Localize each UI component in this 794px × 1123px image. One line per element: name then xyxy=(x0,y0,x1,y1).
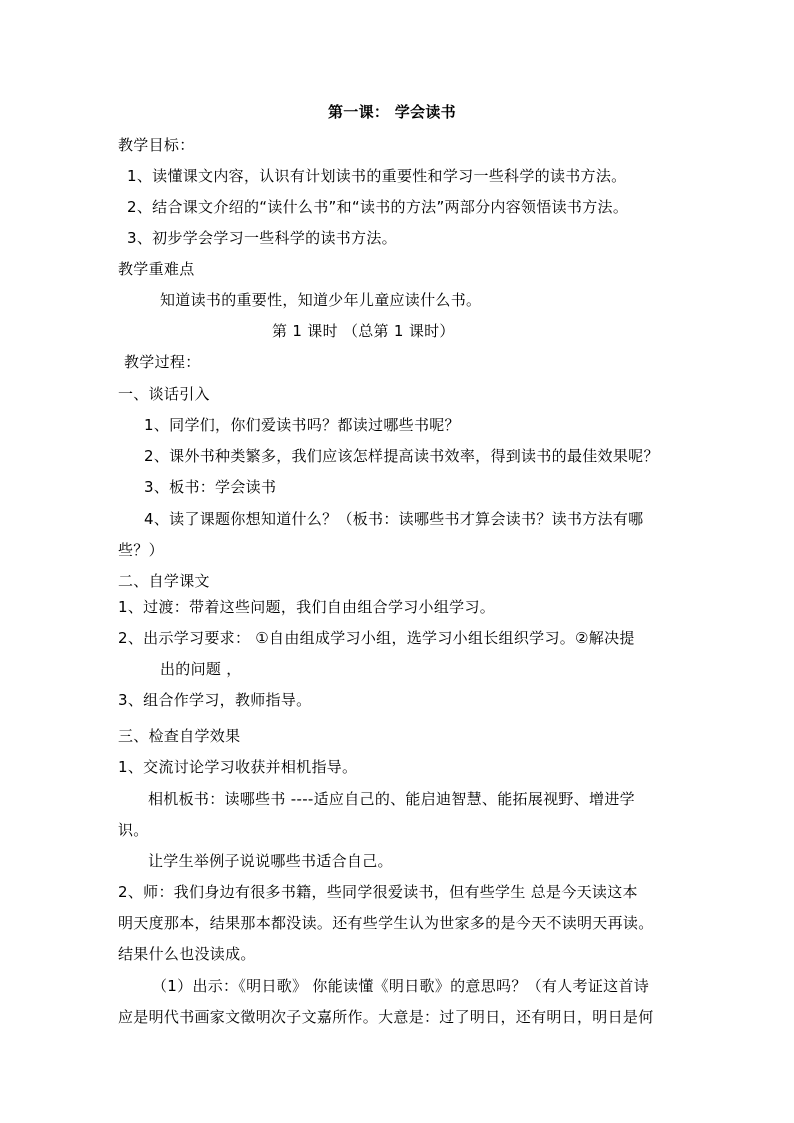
paragraph-line: 出的问题 ， xyxy=(160,660,242,678)
paragraph-line: 些？） xyxy=(118,541,164,559)
paragraph-line: 1、过渡：带着这些问题，我们自由组合学习小组学习。 xyxy=(118,598,496,616)
section-heading: 三、检查自学效果 xyxy=(118,727,241,745)
paragraph-line: 1、交流讨论学习收获并相机指导。 xyxy=(118,758,358,776)
paragraph-line: 3、组合作学习，教师指导。 xyxy=(118,691,312,709)
difficulty-text: 知道读书的重要性，知道少年儿童应读什么书。 xyxy=(160,291,482,309)
paragraph-line: 1、同学们，你们爱读书吗？都读过哪些书呢？ xyxy=(144,416,460,434)
section-heading: 二、自学课文 xyxy=(118,572,210,590)
paragraph-line: 应是明代书画家文徵明次子文嘉所作。大意是：过了明日，还有明日，明日是何 xyxy=(118,1008,654,1026)
difficulty-heading: 教学重难点 xyxy=(118,260,195,278)
paragraph-line: 2、师：我们身边有很多书籍，些同学很爱读书，但有些学生 总是今天读这本 xyxy=(118,883,638,901)
paragraph-line: 明天度那本，结果那本都没读。还有些学生认为世家多的是今天不读明天再读。 xyxy=(118,914,654,932)
paragraph-line: 让学生举例子说说哪些书适合自己。 xyxy=(148,852,393,870)
goal-item: 3、初步学会学习一些科学的读书方法。 xyxy=(127,229,397,247)
paragraph-line: 4、读了课题你想知道什么？（板书：读哪些书才算会读书？读书方法有哪 xyxy=(144,510,644,528)
page-title: 第一课： 学会读书 xyxy=(328,103,456,121)
paragraph-line: 相机板书：读哪些书 ----适应自己的、能启迪智慧、能拓展视野、增进学 xyxy=(148,790,635,808)
paragraph-line: 3、板书：学会读书 xyxy=(144,478,277,496)
goals-heading: 教学目标： xyxy=(118,136,195,154)
paragraph-line: 结果什么也没读成。 xyxy=(118,945,256,963)
section-heading: 一、谈话引入 xyxy=(118,385,210,403)
paragraph-line: （1）出示：《明日歌》 你能读懂《明日歌》的意思吗？（有人考证这首诗 xyxy=(152,977,650,995)
paragraph-line: 2、课外书种类繁多，我们应该怎样提高读书效率，得到读书的最佳效果呢？ xyxy=(144,447,659,465)
lesson-number: 第 1 课时 （总第 1 课时） xyxy=(272,322,455,340)
paragraph-line: 识。 xyxy=(118,821,149,839)
paragraph-line: 2、出示学习要求： ①自由组成学习小组，选学习小组长组织学习。②解决提 xyxy=(118,629,635,647)
process-heading: 教学过程： xyxy=(124,353,201,371)
goal-item: 1、读懂课文内容，认识有计划读书的重要性和学习一些科学的读书方法。 xyxy=(127,167,627,185)
goal-item: 2、结合课文介绍的“读什么书”和“读书的方法”两部分内容领悟读书方法。 xyxy=(127,198,629,216)
